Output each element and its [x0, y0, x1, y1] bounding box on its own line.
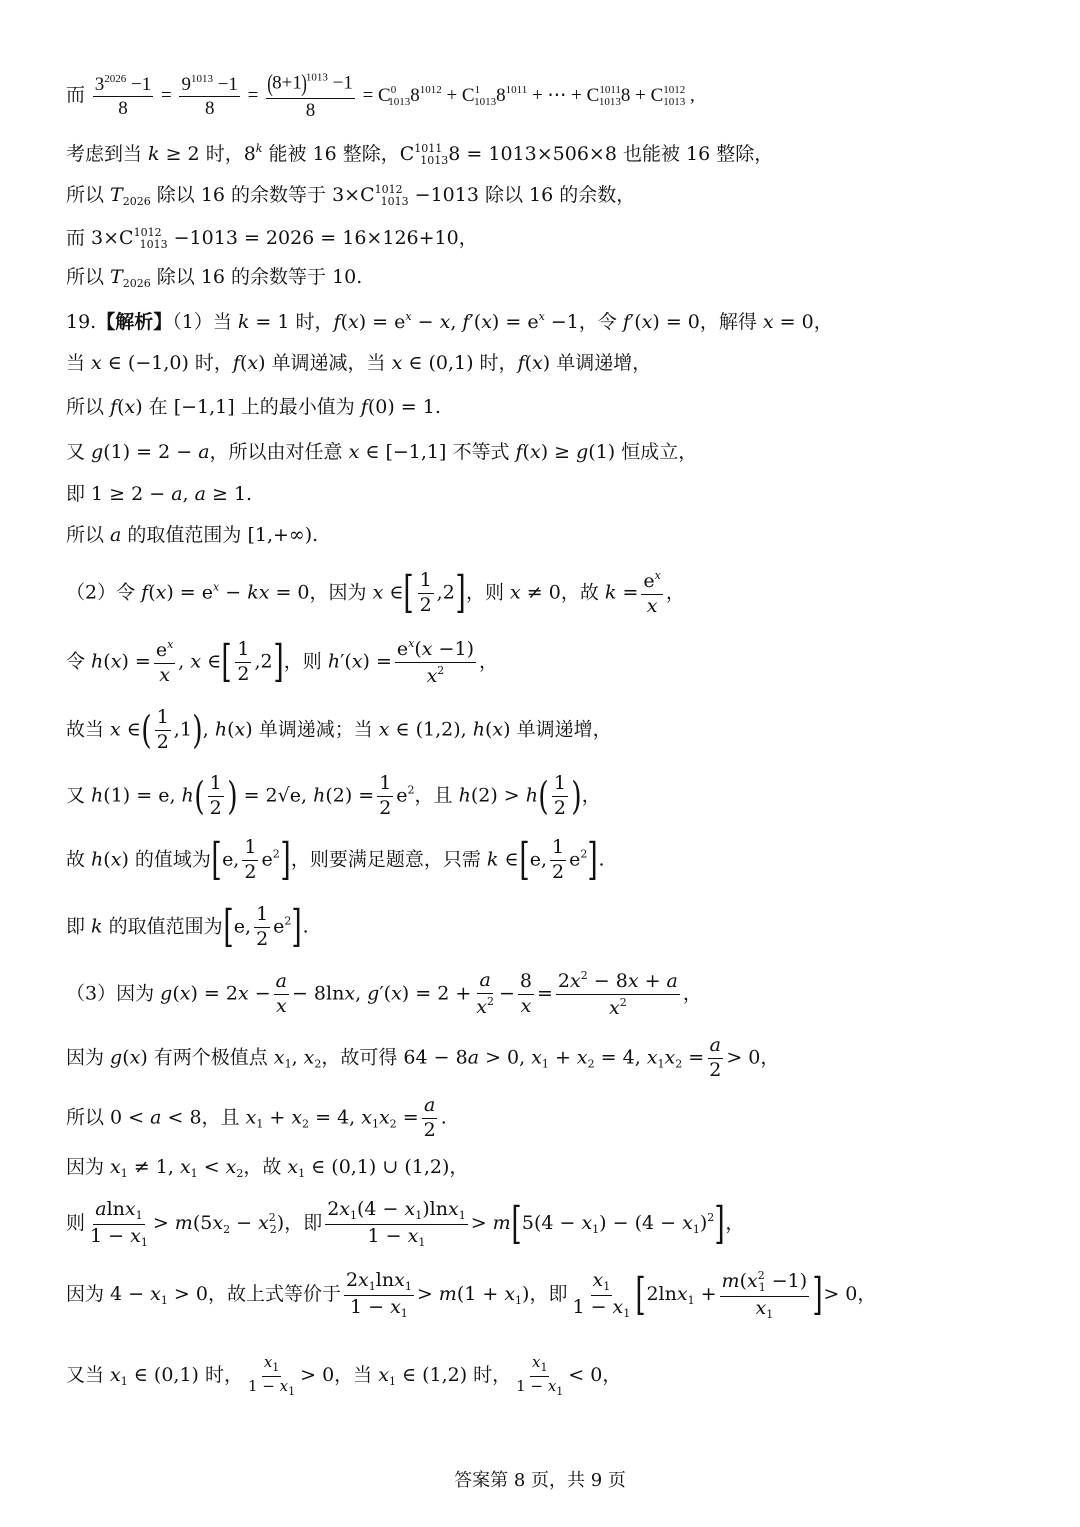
text-line-14: 故当 x ∈( $\frac{1}{2}$ ,1), h(x) 单调递减；当 x ∈ (1,2), h(x) 单调递增， — [66, 706, 612, 753]
text-line-24: 又当 $x_1$ ∈ (0,1) 时， $\frac{x_1}{1 - x_1}$ > 0，当 $x_1$ ∈ (1,2) 时， $\frac{x_1}{1 - x_1}$ < 0， — [66, 1353, 622, 1398]
text-line-8: 所以 f(x) 在 [−1,1] 上的最小值为 f(0) = 1. — [66, 396, 441, 418]
fraction: $\frac{(8+1)^{1013} -1}{8}$ — [267, 71, 353, 121]
text-line-15: 又 h(1) = e, h( $\frac{1}{2}$ ) = 2√e, h(2) = $\frac{1}{2}$ $e^2$，且 h(2) > h( $\frac{1}{2}$ )， — [66, 772, 601, 819]
text-line-10: 即 1 ≥ 2 − a, a ≥ 1. — [66, 483, 253, 505]
text-line-19: 因为 g(x) 有两个极值点 $x_1$, $x_2$，故可得 64 − 8a > 0, $x_1 + x_2 = 4$, $x_1x_2$ = $\frac{a}{2}$ > 0， — [66, 1034, 780, 1081]
text-line-2: 考虑到当 k ≥ 2 时，8$^k$ 能被 16 整除，$C^{1011}_{1013}8 = 1013\times 506\times 8$ 也能被 16 整除， — [66, 142, 774, 167]
text-line-22: 则 $\frac{alnx_1}{1 - x_1}$ > $m(5x_2 - x^2_2)$，即 $\frac{2x_1(4 - x_1)\ln x_1}{1 - x_1}$ > $m[5(4 - x_1) - (4 - x_1)^2]$， — [66, 1198, 745, 1250]
part-2-line-12: （2）令 $f(x) = e^x$ − kx = 0，因为 x ∈[ $\frac{1}{2}$ ,2]，则 x ≠ 0，故 k = $\frac{e^x}{x}$ ， — [66, 567, 685, 619]
fraction: $\frac{9^{1013} -1}{8}$ — [181, 72, 238, 120]
text-line-3: 所以 $T_{2026}$ 除以 16 的余数等于 $3\times C^{1012}_{1013} -1013$ 除以 16 的余数， — [66, 183, 636, 208]
text-line-16: 故 h(x) 的值域为[e, $\frac{1}{2}$ $e^2$]，则要满足题意，只需 k ∈[e, $\frac{1}{2}$ $e^2$]. — [66, 834, 605, 886]
text-line-11: 所以 a 的取值范围为 [1,+∞). — [66, 524, 319, 546]
text-line-7: 当 x ∈ (−1,0) 时，f(x) 单调递减，当 x ∈ (0,1) 时，f(x) 单调递增， — [66, 352, 652, 374]
text-line-17: 即 k 的取值范围为[e, $\frac{1}{2}$ $e^2$]. — [66, 901, 309, 953]
solution-19-heading-line: 19.【解析】（1）当 k = 1 时，$f(x) = e^x - x$, $f'(x) = e^x -1$，令 f′(x) = 0，解得 x = 0， — [66, 310, 833, 333]
equation-line-1: 而 $\frac{3^{2026} -1}{8}$ = $\frac{9^{1013} -1}{8}$ = $\frac{(8+1)^{1013} -1}{8}$ = $C^0_{1013}8^{1012} + C^1_{1013}8^{1011}$ + ⋯ + $C^{1011}_{1013}8 + C^{1012}_{1013}$ , — [66, 71, 695, 121]
text-line-13: 令 h(x) = $\frac{e^x}{x}$ , x ∈[ $\frac{1}{2}$ ,2]，则 h′(x) = $\frac{e^x(x -1)}{x^2}$ ， — [66, 636, 498, 688]
text-er: 而 — [66, 84, 86, 106]
fraction: $\frac{3^{2026} -1}{8}$ — [94, 72, 152, 120]
text-line-20: 所以 0 < a < 8，且 $x_1 + x_2 = 4$, $x_1x_2$ = $\frac{a}{2}$ . — [66, 1094, 447, 1141]
text-line-5: 所以 $T_{2026}$ 除以 16 的余数等于 10. — [66, 266, 363, 290]
text-line-23: 因为 $4 - x_1 > 0$，故上式等价于 $\frac{2x_1\ln x_1}{1 - x_1}$ > $m(1 + x_1)$，即 $\frac{x_1}{1 - x_1}$ [2lnx$_1$ + $\frac{m(x^2_1 -1)}{x_1}$ ]> 0， — [66, 1269, 877, 1321]
text-line-9: 又 g(1) = 2 − a，所以由对任意 x ∈ [−1,1] 不等式 f(x) ≥ g(1) 恒成立， — [66, 441, 698, 463]
page-footer: 答案第 8 页，共 9 页 — [454, 1470, 626, 1491]
text-line-21: 因为 $x_1 \ne 1$, $x_1 < x_2$，故 $x_1$ ∈ (0,1) ∪ (1,2)， — [66, 1156, 469, 1180]
text-line-4: 而 $3\times C^{1012}_{1013} -1013 = 2026 = 16\times 126+10$， — [66, 226, 478, 251]
part-3-line-18: （3）因为 g(x) = 2x − $\frac{a}{x}$ − 8lnx, g′(x) = 2 + $\frac{a}{x^2}$ − $\frac{8}{x}$ = $\frac{2x^2 - 8x + a}{x^2}$ ， — [66, 969, 702, 1019]
